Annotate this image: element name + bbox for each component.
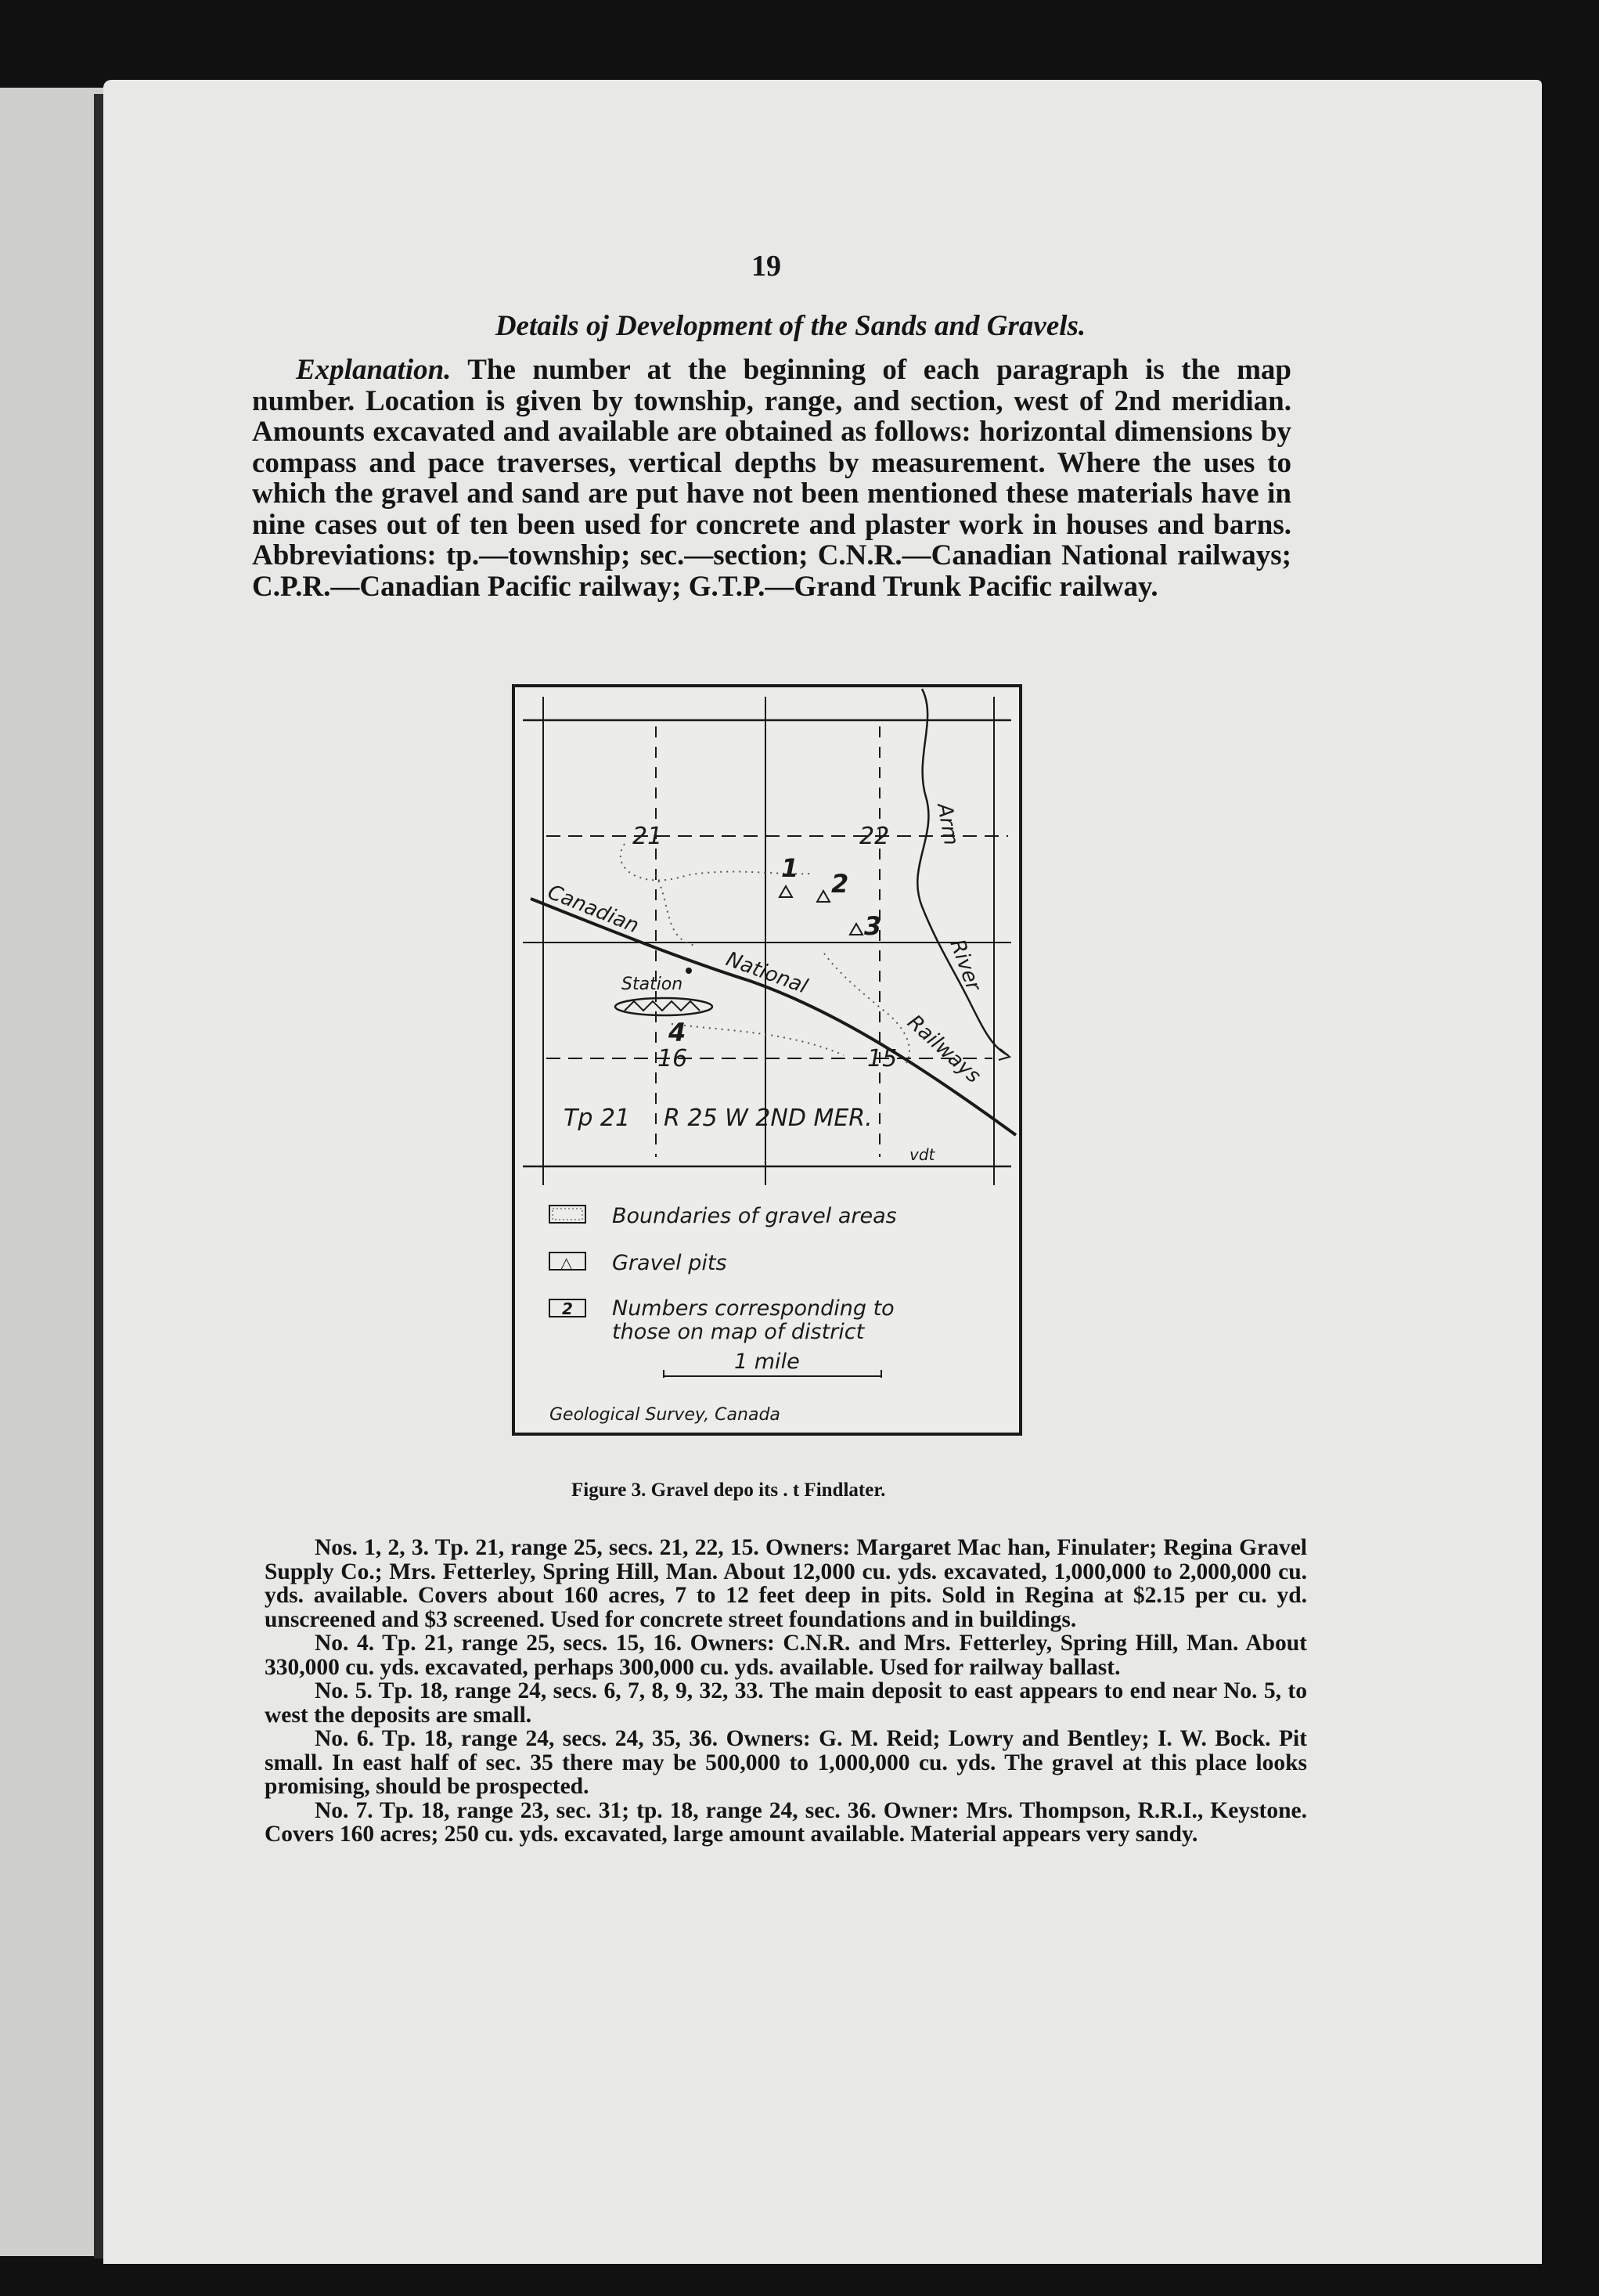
draftsman-initials: vdt — [909, 1145, 935, 1164]
entry-no-7: No. 7. Tp. 18, range 23, sec. 31; tp. 18, range 24, sec. 36. Owner: Mrs. Thompson, R.R.I., Keystone. Covers 160 acres; 250 cu. yds. excavated, large amount available. Material appears very sandy. — [265, 1797, 1307, 1847]
left-page-edge — [0, 88, 103, 2256]
explanation-text: The number at the beginning of each paragraph is the map number. Location is given by township, range, and section, west of 2nd meridian. Amounts excavated and available are obtained as follows: horizontal dimensions by compass and pace traverses, vertical depths by measurement. Where the uses to which the gravel and sand are put have not been mentioned these materials have in nine cases out of ten been used for concrete and plaster work in houses and barns. Abbreviations: tp.—township; sec.—section; C.N.R.—Canadian National railways; C.P.R.—Canadian Pacific railway; G.T.P.—Grand Trunk Pacific railway. — [252, 354, 1291, 603]
scale-label: 1 mile — [734, 1350, 800, 1374]
railway-label-canadian: Canadian — [544, 880, 643, 939]
site-1-number: 1 — [781, 853, 799, 883]
site-2-number: 2 — [831, 869, 849, 899]
pit-2-triangle — [817, 891, 830, 902]
gravel-pit-4-hatch — [625, 1001, 700, 1011]
legend-pit-symbol: △ — [560, 1253, 573, 1272]
deposit-entries — [265, 1536, 1307, 1847]
gravel-boundary-4 — [672, 1024, 844, 1055]
section-15-label: 15 — [867, 1045, 898, 1072]
gravel-deposit-map — [512, 684, 1022, 1436]
explanation-lead: Explanation. — [296, 354, 452, 386]
station-label: Station — [621, 975, 683, 994]
entry-no-4: No. 4. Tp. 21, range 25, secs. 15, 16. Owners: C.N.R. and Mrs. Fetterley, Spring Hill, Man. About 330,000 cu. yds. excavated, perhaps 300,000 cu. yds. available. Used for railway ballast. — [265, 1631, 1307, 1680]
railway-line — [531, 899, 1016, 1135]
station-marker — [686, 968, 692, 974]
range-label: R 25 W 2ND MER. — [664, 1105, 873, 1132]
section-21-label: 21 — [632, 823, 663, 850]
section-22-label: 22 — [859, 823, 890, 850]
legend-numbers-text-2: those on map of district — [612, 1320, 865, 1344]
legend-number-symbol: 2 — [562, 1299, 573, 1318]
entry-no-6: No. 6. Tp. 18, range 24, secs. 24, 35, 36. Owners: G. M. Reid; Lowry and Bentley; I. W. Bock. Pit small. In east half of sec. 35 there may be 500,000 to 1,000,000 cu. yds. The gravel at this place looks promising, should be prospected. — [265, 1726, 1307, 1799]
legend-pits-text: Gravel pits — [612, 1251, 727, 1275]
page-number: 19 — [751, 250, 781, 283]
entry-no-5: No. 5. Tp. 18, range 24, secs. 6, 7, 8, 9, 32, 33. The main deposit to east appears to end near No. 5, to west the deposits are small. — [265, 1678, 1307, 1728]
legend-numbers-text: Numbers corresponding to — [612, 1296, 895, 1321]
legend-boundaries-text: Boundaries of gravel areas — [612, 1204, 897, 1228]
railway-label-railways: Railways — [902, 1010, 985, 1088]
explanation-paragraph — [252, 355, 1291, 602]
river-label-arm: Arm — [932, 802, 963, 848]
section-heading: Details oj Development of the Sands and Gravels. — [495, 310, 1086, 342]
map-credit: Geological Survey, Canada — [549, 1405, 780, 1425]
gravel-pit-4-outline — [615, 998, 712, 1015]
township-label: Tp 21 — [564, 1105, 631, 1132]
pit-1-triangle — [780, 886, 792, 897]
railway-label-national: National — [722, 947, 811, 999]
entry-nos-1-2-3: Nos. 1, 2, 3. Tp. 21, range 25, secs. 21, 22, 15. Owners: Margaret Mac han, Finulater; Regina Gravel Supply Co.; Mrs. Fetterley, Spring Hill, Man. About 12,000 cu. yds. excavated, 1,000,000 to 2,000,000 cu. yds. available. Covers about 160 acres, 7 to 12 feet deep in pits. Sold in Regina at $2.15 per cu. yd. unscreened and $3 screened. Used for concrete street foundations and in buildings. — [265, 1535, 1307, 1632]
site-4-number: 4 — [668, 1018, 686, 1047]
figure-caption: Figure 3. Gravel depo its . t Findlater. — [571, 1480, 886, 1501]
river-label-river: River — [945, 936, 985, 994]
pit-3-triangle — [850, 924, 863, 935]
map-svg — [515, 687, 1019, 1433]
section-16-label: 16 — [657, 1045, 688, 1072]
gravel-boundary-2 — [656, 875, 695, 946]
site-3-number: 3 — [864, 911, 882, 941]
